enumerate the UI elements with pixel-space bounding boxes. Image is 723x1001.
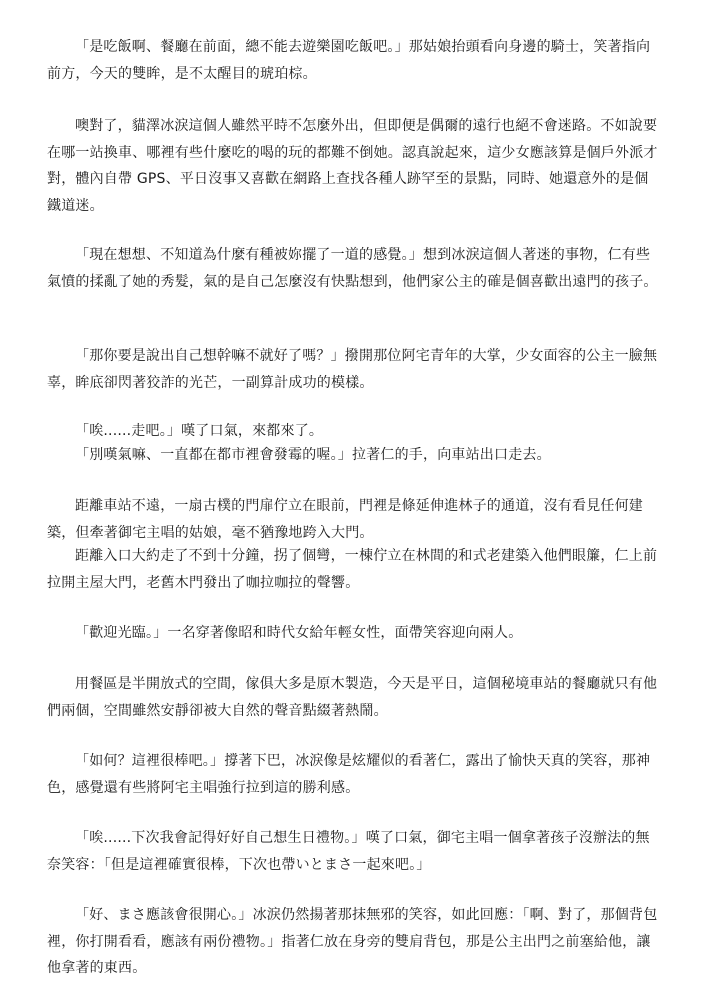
paragraph: 噢對了，貓澤冰淚這個人雖然平時不怎麼外出，但即便是偶爾的遠行也絕不會迷路。不如說要在哪一站換車、哪裡有些什麼吃的喝的玩的都難不倒她。認真說起來，這少女應該算是個戶外派才對，體內自帶 GPS、平日沒事又喜歡在網路上查找各種人跡罕至的景點，同時、她還意外的是個鐵道迷。 — [47, 118, 658, 214]
paragraph: 「好、まさ應該會很開心。」冰淚仍然揚著那抹無邪的笑容，如此回應：「啊、對了，那個背包裡，你打開看看，應該有兩份禮物。」指著仁放在身旁的雙肩背包，那是公主出門之前塞給他，讓他拿著的東西。 — [47, 907, 658, 976]
paragraph: 「是吃飯啊、餐廳在前面，總不能去遊樂園吃飯吧。」那姑娘抬頭看向身邊的騎士，笑著指向前方，今天的雙眸，是不太醒目的琥珀棕。 — [47, 39, 651, 82]
paragraph: 「現在想想、不知道為什麼有種被妳擺了一道的感覺。」想到冰淚這個人著迷的事物，仁有些氣憤的揉亂了她的秀髮，氣的是自己怎麼沒有快點想到，他們家公主的確是個喜歡出遠門的孩子。 — [47, 247, 658, 290]
paragraph: 「歡迎光臨。」一名穿著像昭和時代女給年輕女性，面帶笑容迎向兩人。 — [75, 625, 523, 641]
paragraph: 「唉......走吧。」嘆了口氣，來都來了。 — [75, 423, 324, 439]
paragraph: 「唉......下次我會記得好好自己想生日禮物。」嘆了口氣，御宅主唱一個拿著孩子沒辦法的無奈笑容：「但是這裡確實很棒，下次也帶いとまさ一起來吧。」 — [47, 830, 650, 873]
paragraph: 「如何？這裡很棒吧。」撐著下巴，冰淚像是炫耀似的看著仁，露出了愉快天真的笑容，那神色，感覺還有些將阿宅主唱強行拉到這的勝利感。 — [47, 753, 651, 796]
paragraph: 距離入口大約走了不到十分鐘，拐了個彎，一棟佇立在林間的和式老建築入他們眼簾，仁上前拉開主屋大門，老舊木門發出了咖拉咖拉的聲響。 — [47, 548, 658, 591]
paragraph: 「別嘆氣嘛、一直都在都市裡會發霉的喔。」拉著仁的手，向車站出口走去。 — [75, 447, 551, 463]
paragraph: 用餐區是半開放式的空間，傢俱大多是原木製造，今天是平日，這個秘境車站的餐廳就只有他們兩個，空間雖然安靜卻被大自然的聲音點綴著熱鬧。 — [47, 676, 658, 719]
paragraph: 距離車站不遠，一扇古樸的門扉佇立在眼前，門裡是條延伸進林子的通道，沒有看見任何建築，但牽著御宅主唱的姑娘，毫不猶豫地跨入大門。 — [47, 498, 643, 541]
paragraph: 「那你要是說出自己想幹嘛不就好了嗎？」撥開那位阿宅青年的大掌，少女面容的公主一臉無辜，眸底卻閃著狡詐的光芒，一副算計成功的模樣。 — [47, 348, 658, 391]
